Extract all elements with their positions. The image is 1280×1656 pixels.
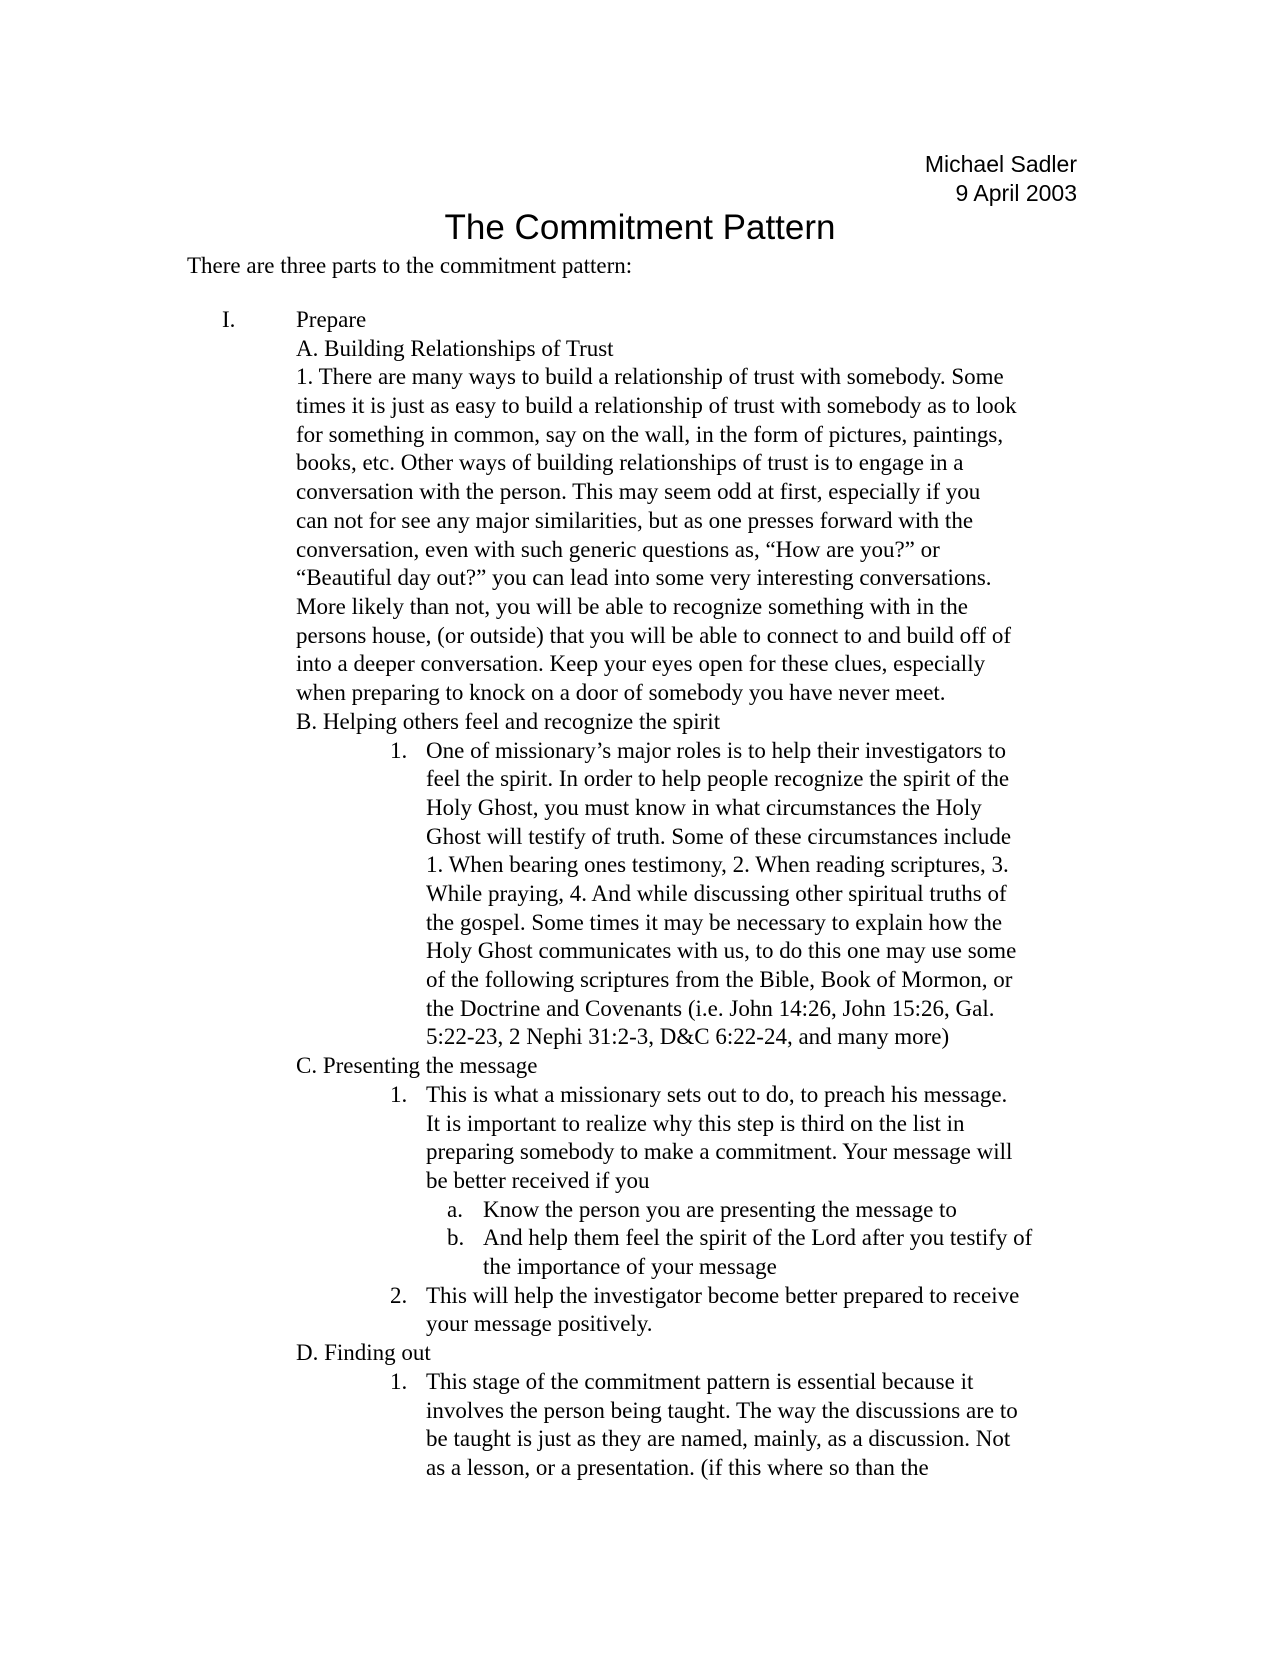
subsection-d-item-1 (426, 1368, 1018, 1483)
paragraph-line: Holy Ghost communicates with us, to do this one may use some (426, 938, 1017, 964)
subsection-c-heading: C. Presenting the message (296, 1053, 538, 1079)
document-title: The Commitment Pattern (444, 208, 836, 247)
author-name: Michael Sadler (924, 151, 1077, 177)
list-letter: a. (447, 1196, 463, 1222)
list-letter: b. (447, 1225, 465, 1251)
subsection-c-item-1 (426, 1081, 1012, 1196)
paragraph-line: persons house, (or outside) that you will be able to connect to and build off of (296, 622, 1011, 648)
list-number: 1. (390, 1081, 408, 1107)
paragraph-line: conversation with the person. This may seem odd at first, especially if you (296, 479, 981, 505)
intro-paragraph: There are three parts to the commitment pattern: (187, 253, 633, 278)
paragraph-line: conversation, even with such generic questions as, “How are you?” or (296, 536, 940, 562)
subsection-d-heading: D. Finding out (296, 1340, 431, 1366)
paragraph-line: your message positively. (426, 1311, 653, 1337)
paragraph-line: into a deeper conversation. Keep your eyes open for these clues, especially (296, 651, 986, 677)
subsection-b-item-1 (426, 737, 1016, 1053)
subsection-b-heading: B. Helping others feel and recognize the spirit (296, 708, 721, 734)
paragraph-line: This will help the investigator become better prepared to receive (426, 1282, 1020, 1308)
document-date: 9 April 2003 (955, 180, 1077, 206)
paragraph-line: 1. There are many ways to build a relationship of trust with somebody. Some (296, 364, 1004, 390)
list-number: 2. (390, 1282, 408, 1308)
paragraph-line: This stage of the commitment pattern is essential because it (426, 1368, 974, 1394)
paragraph-line: While praying, 4. And while discussing other spiritual truths of (426, 880, 1007, 906)
paragraph-line: This is what a missionary sets out to do, to preach his message. (426, 1081, 1008, 1107)
subsection-c-item-2 (426, 1282, 1019, 1339)
paragraph-line: Holy Ghost, you must know in what circumstances the Holy (426, 794, 982, 820)
subsection-a-paragraph (296, 363, 1017, 707)
section-heading: Prepare (296, 307, 367, 332)
paragraph-line: And help them feel the spirit of the Lord after you testify of (483, 1225, 1033, 1251)
paragraph-line: the gospel. Some times it may be necessary to explain how the (426, 909, 1003, 935)
subsection-c-item-a (483, 1196, 957, 1225)
paragraph-line: 5:22-23, 2 Nephi 31:2-3, D&C 6:22-24, and many more) (426, 1024, 950, 1050)
paragraph-line: of the following scriptures from the Bible, Book of Mormon, or (426, 967, 1013, 992)
paragraph-line: More likely than not, you will be able to recognize something with in the (296, 593, 968, 619)
list-number: 1. (390, 1368, 408, 1394)
list-number: 1. (390, 737, 408, 763)
section-numeral: I. (222, 307, 236, 332)
paragraph-line: It is important to realize why this step is third on the list in (426, 1110, 965, 1136)
paragraph-line: when preparing to knock on a door of somebody you have never meet. (296, 679, 946, 705)
paragraph-line: the Doctrine and Covenants (i.e. John 14:26, John 15:26, Gal. (426, 995, 995, 1021)
paragraph-line: feel the spirit. In order to help people recognize the spirit of the (426, 766, 1010, 792)
paragraph-line: can not for see any major similarities, but as one presses forward with the (296, 507, 974, 533)
paragraph-line: times it is just as easy to build a relationship of trust with somebody as to look (296, 393, 1017, 419)
subsection-c-item-b (483, 1224, 1032, 1281)
paragraph-line: involves the person being taught. The way the discussions are to (426, 1397, 1018, 1423)
paragraph-line: for something in common, say on the wall, in the form of pictures, paintings, (296, 421, 1004, 447)
paragraph-line: 1. When bearing ones testimony, 2. When reading scriptures, 3. (426, 852, 1009, 878)
paragraph-line: as a lesson, or a presentation. (if this where so than the (426, 1454, 929, 1480)
paragraph-line: preparing somebody to make a commitment. Your message will (426, 1139, 1013, 1165)
paragraph-line: “Beautiful day out?” you can lead into some very interesting conversations. (296, 565, 992, 591)
paragraph-line: One of missionary’s major roles is to help their investigators to (426, 737, 1007, 763)
subsection-a-heading: A. Building Relationships of Trust (296, 335, 614, 361)
paragraph-line: the importance of your message (483, 1254, 777, 1280)
paragraph-line: be taught is just as they are named, mainly, as a discussion. Not (426, 1426, 1011, 1452)
paragraph-line: books, etc. Other ways of building relationships of trust is to engage in a (296, 450, 964, 476)
paragraph-line: Ghost will testify of truth. Some of these circumstances include (426, 823, 1012, 849)
paragraph-line: be better received if you (426, 1167, 650, 1193)
paragraph-line: Know the person you are presenting the message to (483, 1196, 957, 1222)
